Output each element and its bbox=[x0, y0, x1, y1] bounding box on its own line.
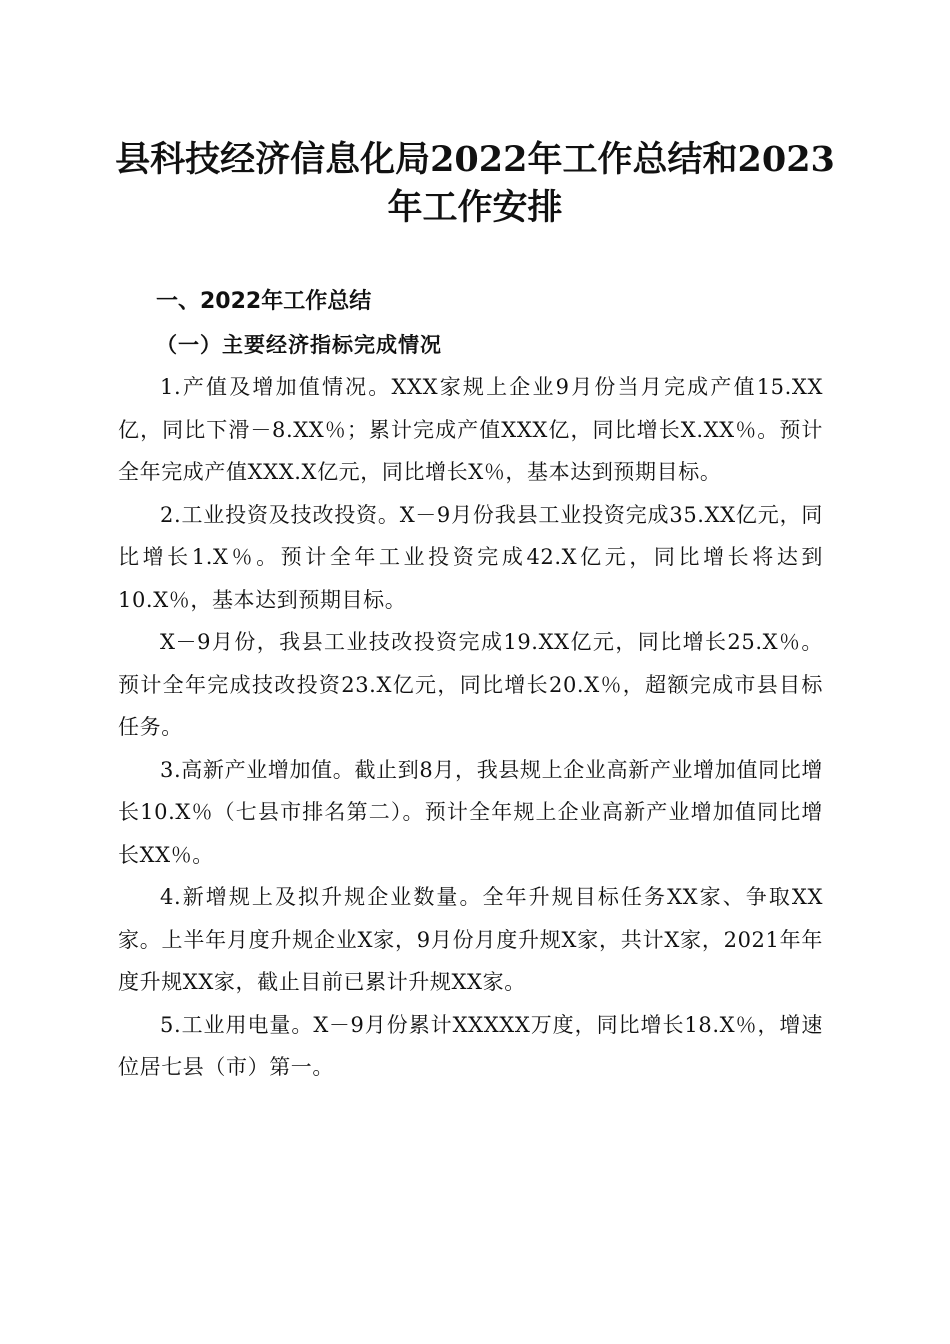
paragraph-output-value: 1.产值及增加值情况。XXX家规上企业9月份当月完成产值15.XX亿，同比下滑－8.XX％；累计完成产值XXX亿，同比增长X.XX％。预计全年完成产值XXX.X亿元，同比增长X％，基本达到预期目标。 bbox=[118, 375, 823, 484]
paragraph-new-enterprises: 4.新增规上及拟升规企业数量。全年升规目标任务XX家、争取XX家。上半年月度升规企业X家，9月份月度升规X家，共计X家，2021年年度升规XX家，截止目前已累计升规XX家。 bbox=[118, 885, 823, 994]
paragraph-electricity-usage: 5.工业用电量。X－9月份累计XXXXX万度，同比增长18.X％，增速位居七县（市）第一。 bbox=[118, 1012, 823, 1079]
paragraph-high-tech-industry: 3.高新产业增加值。截止到8月，我县规上企业高新产业增加值同比增长10.X％（七县市排名第二）。预计全年规上企业高新产业增加值同比增长XX％。 bbox=[118, 757, 823, 867]
paragraph-tech-renovation-investment: X－9月份，我县工业技改投资完成19.XX亿元，同比增长25.X％。预计全年完成技改投资23.X亿元，同比增长20.X％，超额完成市县目标任务。 bbox=[118, 630, 823, 739]
paragraph-industrial-investment: 2.工业投资及技改投资。X－9月份我县工业投资完成35.XX亿元，同比增长1.X％。预计全年工业投资完成42.X亿元，同比增长将达到10.X％，基本达到预期目标。 bbox=[118, 502, 823, 612]
section-heading-work-summary: 一、2022年工作总结 bbox=[156, 289, 372, 314]
document-title: 县科技经济信息化局2022年工作总结和2023年工作安排 bbox=[115, 139, 835, 228]
document-body bbox=[118, 280, 823, 1089]
subsection-heading-economic-indicators: （一）主要经济指标完成情况 bbox=[156, 332, 442, 357]
